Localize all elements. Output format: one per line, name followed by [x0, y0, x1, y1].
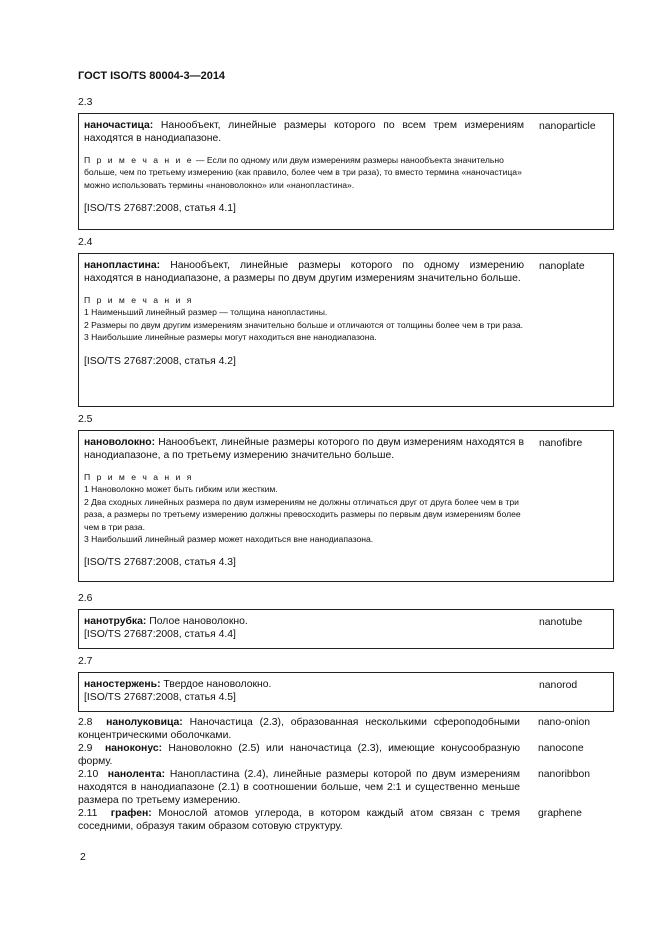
term-box-nanofibre: [78, 430, 614, 582]
term-name: нанолуковица:: [106, 717, 183, 728]
note-item: 2 Размеры по двум другим измерениям значительно больше и отличаются от толщины более чем в три раза.: [84, 319, 524, 330]
term-number: 2.4: [78, 237, 93, 248]
definition-text: Нанообъект, линейные размеры которого по одному измерению находятся в нанодиапазоне, а размеры по двум другим измерениям значительно больше.: [84, 260, 524, 284]
notes-label: П р и м е ч а н и я: [84, 472, 194, 482]
definition-text: Наночастица (2.3), образованная несколькими сфероподобными концентрическими оболочками.: [78, 717, 520, 741]
term-number: 2.5: [78, 414, 93, 425]
term-definition: [84, 678, 524, 691]
english-term: nanoparticle: [539, 121, 596, 132]
term-name: наностержень:: [84, 679, 161, 690]
term-name: нанолента:: [107, 769, 166, 780]
term-number: 2.8: [78, 717, 93, 728]
definition-text: Твердое нановолокно.: [160, 679, 272, 690]
notes: [84, 471, 524, 545]
definition-text: Нанообъект, линейные размеры которого по всем трем измерениям находятся в нанодиапазоне.: [84, 120, 524, 144]
page-number: 2: [80, 852, 86, 863]
definition-text: Полое нановолокно.: [146, 616, 248, 627]
source-reference: [ISO/TS 27687:2008, статья 4.2]: [84, 355, 236, 367]
english-term: graphene: [538, 808, 582, 819]
note-item: 1 Наименьший линейный размер — толщина нанопластины.: [84, 307, 328, 318]
english-term: nanoribbon: [538, 769, 590, 780]
english-term: nano-onion: [538, 717, 590, 728]
term-number: 2.3: [78, 97, 93, 108]
english-term: nanofibre: [539, 438, 583, 449]
term-number: 2.10: [78, 769, 99, 780]
source-reference: [ISO/TS 27687:2008, статья 4.3]: [84, 557, 236, 569]
note: [84, 154, 524, 191]
note-text: — Если по одному или двум измерениям размеры нанообъекта значительно больше, чем по третьему измерению (как правило, более чем в три раза), то вместо термина «наночастица» можно использовать термины «нановолокно» или «нанопластина».: [84, 155, 522, 190]
notes: [84, 294, 524, 344]
term-name: нанотрубка:: [84, 616, 147, 627]
term-name: графен:: [110, 808, 152, 819]
source-reference: [ISO/TS 27687:2008, статья 4.5]: [84, 692, 236, 703]
source-reference: [ISO/TS 27687:2008, статья 4.1]: [84, 203, 236, 215]
source-reference: [ISO/TS 27687:2008, статья 4.4]: [84, 629, 236, 640]
term-definition: [84, 259, 524, 285]
note-item: 3 Наибольшие линейные размеры могут находиться вне нанодиапазона.: [84, 332, 377, 343]
term-number: 2.7: [78, 656, 93, 667]
term-number: 2.9: [78, 743, 93, 754]
definition-text: Нанопластина (2.4), линейные размеры которой по двум измерениям находятся в нанодиапазоне (2.1) в соотношении больше, чем 2:1 и существенно меньше размера по третьему измерению.: [78, 769, 520, 806]
inline-term-graphene: [78, 807, 614, 833]
term-name: нанопластина:: [84, 260, 161, 271]
term-definition: [78, 716, 520, 742]
english-term: nanocone: [538, 743, 584, 754]
note-item: 1 Нановолокно может быть гибким или жестким.: [84, 484, 278, 495]
term-number: 2.6: [78, 593, 93, 604]
definition-text: Монослой атомов углерода, в котором каждый атом связан с тремя соседними, образуя таким образом сотовую структуру.: [78, 808, 521, 832]
definition-text: Нановолокно (2.5) или наночастица (2.3), имеющие конусообразную форму.: [78, 743, 520, 767]
term-box-nanorod: [78, 672, 614, 712]
document-header: ГОСТ ISO/TS 80004-3—2014: [78, 70, 226, 82]
term-definition: [84, 436, 524, 462]
term-box-nanoparticle: [78, 113, 614, 230]
note-item: 2 Два сходных линейных размера по двум измерениям не должны отличаться друг от друга более чем в три раза, а размеры по третьему измерению должны превосходить размеры по первым двум измерениям более чем в три раза.: [84, 496, 521, 532]
note-item: 3 Наибольший линейный размер может находиться вне нанодиапазона.: [84, 534, 374, 545]
inline-term-nano-onion: [78, 716, 614, 742]
term-name: наночастица:: [84, 120, 154, 131]
term-definition: [84, 119, 524, 145]
inline-term-nanocone: [78, 742, 614, 768]
term-box-nanotube: [78, 609, 614, 649]
notes-label: П р и м е ч а н и я: [84, 295, 194, 305]
term-definition: [84, 615, 524, 628]
term-definition: [78, 768, 520, 807]
english-term: nanorod: [539, 680, 578, 691]
english-term: nanotube: [539, 617, 583, 628]
definition-text: Нанообъект, линейные размеры которого по двум измерениям находятся в нанодиапазоне, а по третьему измерению значительно больше.: [84, 437, 524, 461]
english-term: nanoplate: [539, 261, 585, 272]
note-label: П р и м е ч а н и е: [84, 155, 194, 165]
inline-term-nanoribbon: [78, 768, 614, 807]
term-name: нановолокно:: [84, 437, 156, 448]
term-definition: [78, 807, 520, 833]
term-name: наноконус:: [104, 743, 163, 754]
term-number: 2.11: [78, 808, 98, 819]
term-box-nanoplate: [78, 253, 614, 407]
term-definition: [78, 742, 520, 768]
